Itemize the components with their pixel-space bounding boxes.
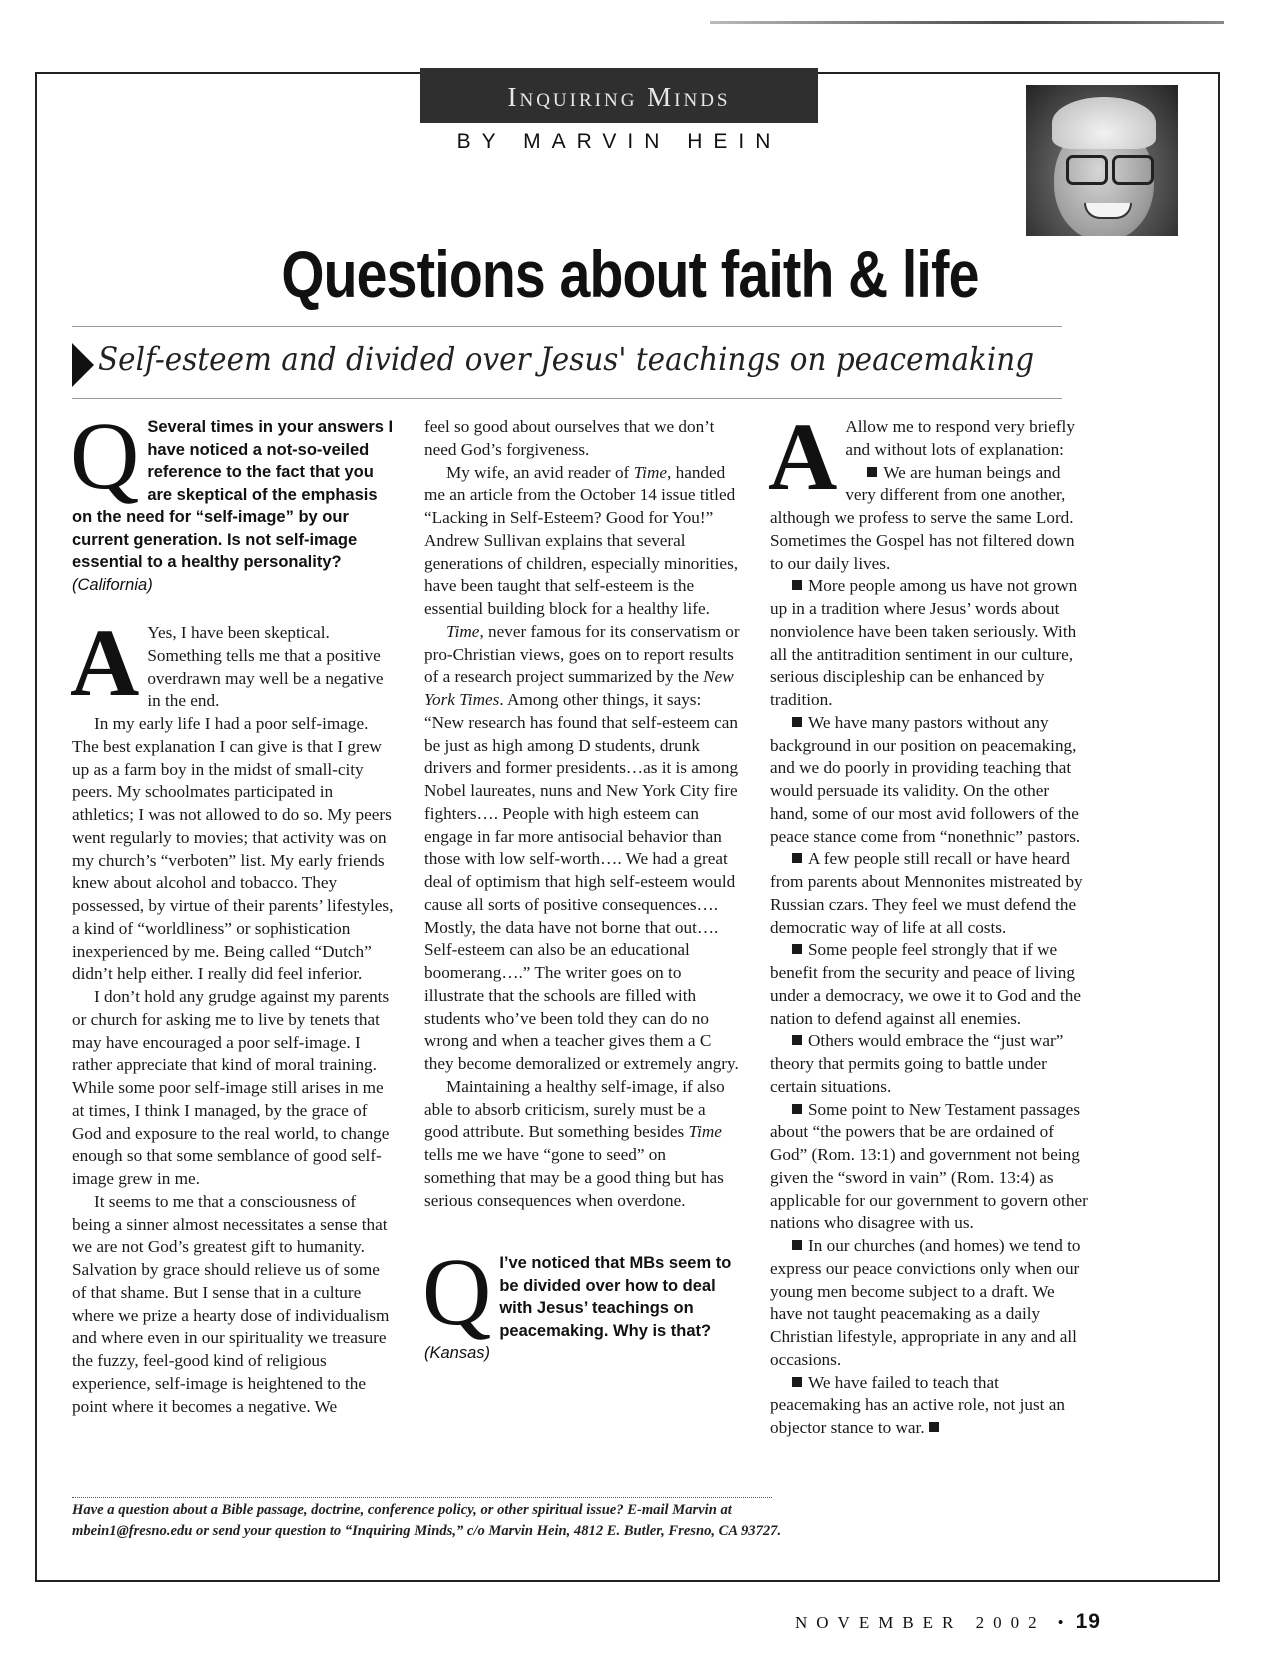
top-rule: [710, 21, 1224, 24]
answer-2-item: More people among us have not grown up in a tradition where Jesus’ words about nonviolence have been taken seriously. With all the antitradition sentiment in our culture, serious discipleship can be enhanced by tradition.: [770, 576, 1078, 709]
drop-cap-q: Q: [70, 402, 140, 509]
folio-year: 2002: [975, 1613, 1046, 1632]
folio-separator: •: [1057, 1613, 1064, 1632]
question-2-location: (Kansas): [424, 1344, 491, 1363]
folio: [795, 1610, 1101, 1634]
answer-2-item: In our churches (and homes) we tend to express our peace convictions only when our young men become subject to a draft. We have not taught peacemaking as a daily Christian lifestyle, appropriate in any and all occasions.: [770, 1236, 1081, 1369]
deck-rule-top: [72, 326, 1062, 327]
headline: Questions about faith & life: [281, 237, 979, 311]
column-2: [424, 416, 740, 1365]
drop-cap-q: Q: [422, 1238, 492, 1346]
question-2-text: I’ve noticed that MBs seem to be divided over how to deal with Jesus’ teachings on peacemaking. Why is that?: [499, 1254, 732, 1340]
photo-hair: [1052, 97, 1156, 149]
page-number: 19: [1075, 1610, 1101, 1633]
photo-glasses-right: [1112, 155, 1154, 185]
square-bullet-icon: [792, 580, 802, 590]
answer-1-para: In my early life I had a poor self-image. The best explanation I can give is that I grew up as a farm boy in the midst of small-city peers. My schoolmates participated in athletics; I was not allowed to do so. My peers went regularly to movies; that activity was on my church’s “verboten” list. My early friends knew about alcohol and tobacco. They possessed, by virtue of their parents’ lifestyles, a kind of “worldliness” or sophistication inexperienced by me. Being called “Dutch” didn’t help either. I really did feel inferior.: [72, 714, 394, 984]
question-2: [422, 1238, 740, 1365]
magazine-title: Time: [446, 621, 480, 641]
square-bullet-icon: [792, 1035, 802, 1045]
column-1: [70, 402, 396, 1418]
square-bullet-icon: [792, 1104, 802, 1114]
photo-glasses-left: [1066, 155, 1108, 185]
answer-1-para: feel so good about ourselves that we don’t need God’s forgiveness.: [424, 417, 715, 459]
drop-cap-a: A: [70, 609, 140, 716]
author-photo: [1026, 85, 1178, 236]
byline: BY MARVIN HEIN: [456, 130, 782, 153]
square-bullet-icon: [792, 944, 802, 954]
answer-2-intro: A Allow me to respond very briefly and without lots of explanation:: [768, 403, 1075, 510]
question-1-text: Several times in your answers I have noticed a not-so-veiled reference to the fact that you are skeptical of the emphasis on the need for “self-image” by our current generation. Is not self-image essential to a healthy personality?: [72, 418, 394, 571]
question-1-location: (California): [72, 575, 153, 594]
square-bullet-icon: [867, 467, 877, 477]
drop-cap-a: A: [768, 403, 838, 510]
column-3: [768, 403, 1088, 1440]
square-bullet-icon: [792, 717, 802, 727]
department-title: Inquiring Minds: [420, 68, 818, 123]
answer-1-para: [70, 609, 396, 716]
footer-rule: [72, 1497, 772, 1498]
newspaper-title: New York Times: [424, 667, 734, 709]
deck: Self-esteem and divided over Jesus' teachings on peacemaking: [98, 340, 1035, 378]
submission-note: Have a question about a Bible passage, doctrine, conference policy, or other spiritual issue? E-mail Marvin at mbein1@fresno.edu or send your question to “Inquiring Minds,” c/o Marvin Hein, 4812 E. Butler, Fresno, CA 93727.: [72, 1502, 782, 1539]
end-mark-icon: [929, 1422, 939, 1432]
square-bullet-icon: [792, 1240, 802, 1250]
answer-1-para: Time, never famous for its conservatism or pro-Christian views, goes on to report results of a research project summarized by the New York Times. Among other things, it says: “New research has found that self-esteem can be just as high among D students, drunk drivers and former presidents…as it is among Nobel laureates, nuns and New York City fire fighters…. People with high esteem can engage in far more antisocial behavior than those with low self-worth…. We had a great deal of optimism that high self-esteem would cause all sorts of positive consequences…. Mostly, the data have not borne that out…. Self-esteem can also be an educational boomerang….” The writer goes on to illustrate that the schools are filled with students who’ve been told they can do no wrong and when a teacher gives them a C they become demoralized or extremely angry.: [424, 621, 740, 1073]
answer-1-para: It seems to me that a consciousness of being a sinner almost necessitates a sense that we are not God’s greatest gift to humanity. Salvation by grace should relieve us of some of that shame. But I sense that in a culture where we prize a hearty dose of individualism and where even in our spirituality we treasure the fuzzy, feel-good kind of religious experience, self-image is heightened to the point where it becomes a negative. We: [72, 1191, 390, 1416]
answer-1-para: Maintaining a healthy self-image, if also able to absorb criticism, surely must be a good attribute. But something besides Time tells me we have “gone to seed” on something that may be a good thing but has serious consequences when overdone.: [424, 1076, 725, 1210]
magazine-title: Time: [633, 462, 667, 482]
folio-month: NOVEMBER: [795, 1613, 963, 1632]
answer-2-item: We have many pastors without any background in our position on peacemaking, and we do poorly in providing teaching that would persuade its validity. On the other hand, some of our most avid followers of the peace stance come from “nonethnic” pastors.: [770, 712, 1081, 846]
answer-1-para: My wife, an avid reader of Time, handed me an article from the October 14 issue titled “Lacking in Self-Esteem? Good for You!” Andrew Sullivan explains that several generations of children, especially minorities, have been taught that self-esteem is the essential building block for a healthy life.: [424, 462, 739, 618]
triangle-arrow-icon: [72, 343, 94, 387]
answer-2-item: Some people feel strongly that if we benefit from the security and peace of living under a democracy, we owe it to God and the nation to defend against all enemies.: [770, 940, 1082, 1028]
answer-2-item: Others would embrace the “just war” theory that permits going to battle under certain situations.: [770, 1031, 1064, 1096]
square-bullet-icon: [792, 853, 802, 863]
answer-1-text: Yes, I have been skeptical. Something tells me that a positive overdrawn may well be a negative in the end.: [147, 623, 384, 711]
square-bullet-icon: [792, 1377, 802, 1387]
question-1: [70, 402, 396, 596]
answer-2-item: Some point to New Testament passages about “the powers that be are ordained of God” (Rom. 13:1) and government not being given the “sword in vain” (Rom. 13:4) as applicable for our government to govern other nations who disagree with us.: [770, 1099, 1088, 1233]
answer-2-item: We have failed to teach that peacemaking has an active role, not just an objector stance to war.: [770, 1372, 1065, 1437]
answer-1-para: I don’t hold any grudge against my parents or church for asking me to live by tenets that may have encouraged a poor self-image. I rather appreciate that kind of moral training. While some poor self-image still arises in me at times, I think I managed, by the grace of God and exposure to the real world, to change enough so that some semblance of good self-image grew in me.: [72, 987, 390, 1188]
magazine-title: Time: [688, 1122, 722, 1142]
answer-2-item: We are human beings and very different from one another, although we profess to serve the same Lord. Sometimes the Gospel has not filtered down to our daily lives.: [770, 462, 1075, 573]
deck-rule-bottom: [72, 398, 1062, 399]
answer-2-item: A few people still recall or have heard from parents about Mennonites mistreated by Russian czars. They feel we must defend the democratic way of life at all costs.: [770, 849, 1083, 937]
